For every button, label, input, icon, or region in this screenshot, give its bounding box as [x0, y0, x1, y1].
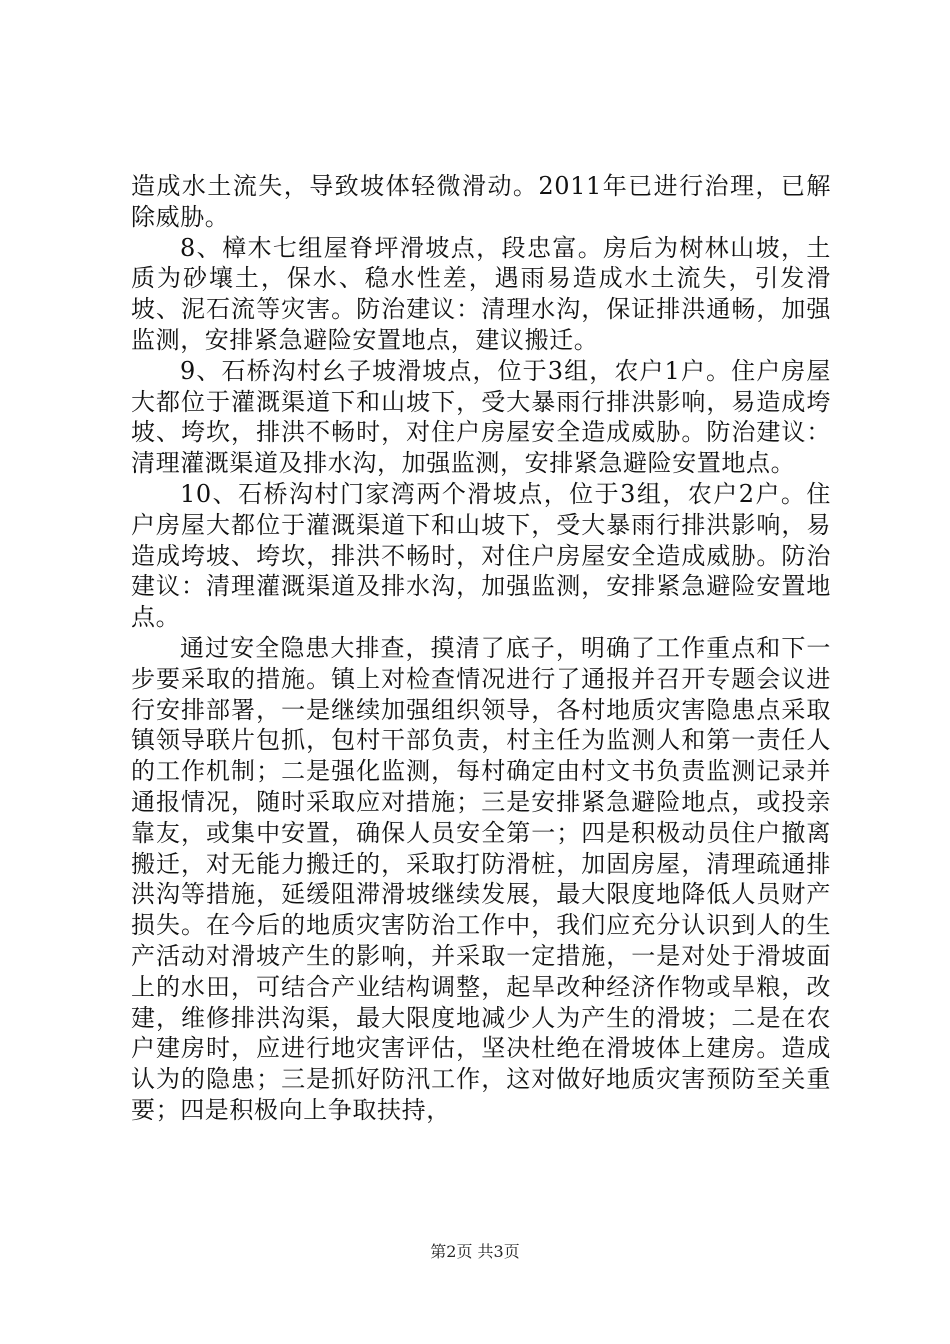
paragraph-summary: 通过安全隐患大排查，摸清了底子，明确了工作重点和下一步要采取的措施。镇上对检查情况进行了通报并召开专题会议进行安排部署，一是继续加强组织领导，各村地质灾害隐患点采取镇领导联片包抓，包村干部负责，村主任为监测人和第一责任人的工作机制；二是强化监测，每村确定由村文书负责监测记录并通报情况，随时采取应对措施；三是安排紧急避险地点，或投亲靠友，或集中安置，确保人员安全第一；四是积极动员住户撤离搬迁，对无能力搬迁的，采取打防滑桩，加固房屋，清理疏通排洪沟等措施，延缓阻滞滑坡继续发展，最大限度地降低人员财产损失。在今后的地质灾害防治工作中，我们应充分认识到人的生产活动对滑坡产生的影响，并采取一定措施，一是对处于滑坡面上的水田，可结合产业结构调整，起旱改种经济作物或旱粮，改建，维修排洪沟渠，最大限度地减少人为产生的滑坡；二是在农户建房时，应进行地灾害评估，坚决杜绝在滑坡体上建房。造成认为的隐患；三是抓好防汛工作，这对做好地质灾害预防至关重要；四是积极向上争取扶持， — [131, 633, 831, 1124]
document-body — [131, 171, 831, 1126]
paragraph-item-10: 10、石桥沟村门家湾两个滑坡点，位于3组，农户2户。住户房屋大都位于灌溉渠道下和山坡下，受大暴雨行排洪影响，易造成垮坡、垮坎，排洪不畅时，对住户房屋安全造成威胁。防治建议：清理灌溉渠道及排水沟，加强监测，安排紧急避险安置地点。 — [131, 479, 831, 632]
paragraph-item-8: 8、樟木七组屋脊坪滑坡点，段忠富。房后为树林山坡，土质为砂壤土，保水、稳水性差，遇雨易造成水土流失，引发滑坡、泥石流等灾害。防治建议：清理水沟，保证排洪通畅，加强监测，安排紧急避险安置地点，建议搬迁。 — [131, 233, 831, 354]
page-number-footer: 第2页 共3页 — [430, 1242, 520, 1261]
paragraph-continuation: 造成水土流失，导致坡体轻微滑动。2011年已进行治理，已解除威胁。 — [131, 172, 831, 231]
paragraph-item-9: 9、石桥沟村幺子坡滑坡点，位于3组，农户1户。住户房屋大都位于灌溉渠道下和山坡下，受大暴雨行排洪影响，易造成垮坡、垮坎，排洪不畅时，对住户房屋安全造成威胁。防治建议：清理灌溉渠道及排水沟，加强监测，安排紧急避险安置地点。 — [131, 356, 831, 478]
